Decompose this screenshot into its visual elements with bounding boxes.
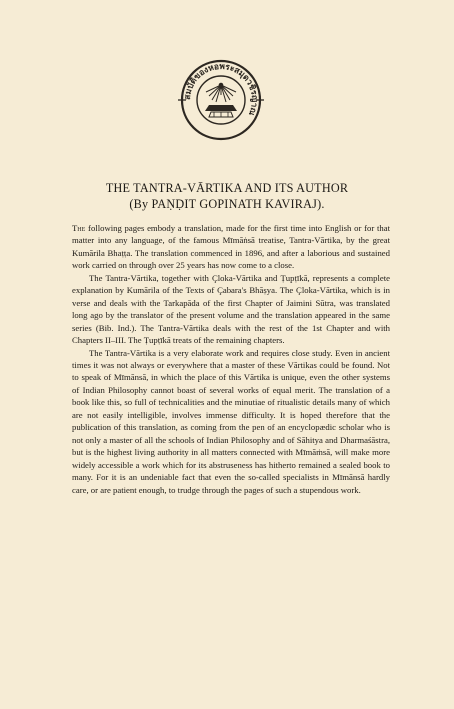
author-byline: (By PAṆḌIT GOPINATH KAVIRAJ). xyxy=(129,197,325,211)
paragraph-2: The Tantra-Vārtika, together with Çloka-Vārtika and Ṭupṭīkā, represents a complete explanation by Kumārila of the Texts of Çabara's Bhāṣya. The Çloka-Vārtika, which is in verse and deals with the Tarkapāda of the first Chapter of Jaimini Sūtra, was translated long ago by the translator of the present volume and the translation appeared in the same series (Bib. Ind.). The Tantra-Vārtika deals with the rest of the 1st Chapter and with Chapters II–III. The Ṭupṭīkā treats of the remaining chapters. xyxy=(72,272,390,346)
paragraph-1-text: following pages embody a translation, made for the first time into English or for that matter into any language, of the famous Mīmāṅsā treatise, Tantra-Vārtika, by the great Kumārila Bhaṭṭa. The translation commenced in 1896, and after a laborious and sustained work carried on through over 25 years has now come to a close. xyxy=(72,223,390,271)
page-title: THE TANTRA-VĀRTIKA AND ITS AUTHOR xyxy=(105,181,349,195)
paragraph-1 xyxy=(72,222,390,272)
paragraph-3: The Tantra-Vārtika is a very elaborate work and requires close study. Even in ancient times it was not always or everywhere that a master of these Vārtikas could be found. Not to speak of Mīmānsā, in which the place of this Vārtika is unique, even the other systems of Indian Philosophy cannot boast of several works of equal merit. The translation of a book like this, so full of technicalities and the minutiae of ritualistic details many of which are not easily intelligible, involves immense difficulty. It is hoped therefore that the publication of this translation, as coming from the pen of an encyclopædic scholar who is not only a master of all the schools of Indian Philosophy and of Sāhitya and Dharmaśāstra, but is the highest living authority in all matters connected with Mīmāṁsā, will make more widely accessible a work which for its abstruseness has hitherto remained a sealed book to many. For it is an undeniable fact that even the so-called specialists in Mīmānsā hardly care, or are patient enough, to trudge through the pages of such a stupendous work. xyxy=(72,347,390,495)
paragraph-1-lead-word: The xyxy=(72,223,86,233)
article-body xyxy=(72,222,390,496)
library-seal-stamp xyxy=(176,55,266,145)
seal-text: สมบัติของหอพระสมุดวชิรญาณ xyxy=(181,60,261,118)
